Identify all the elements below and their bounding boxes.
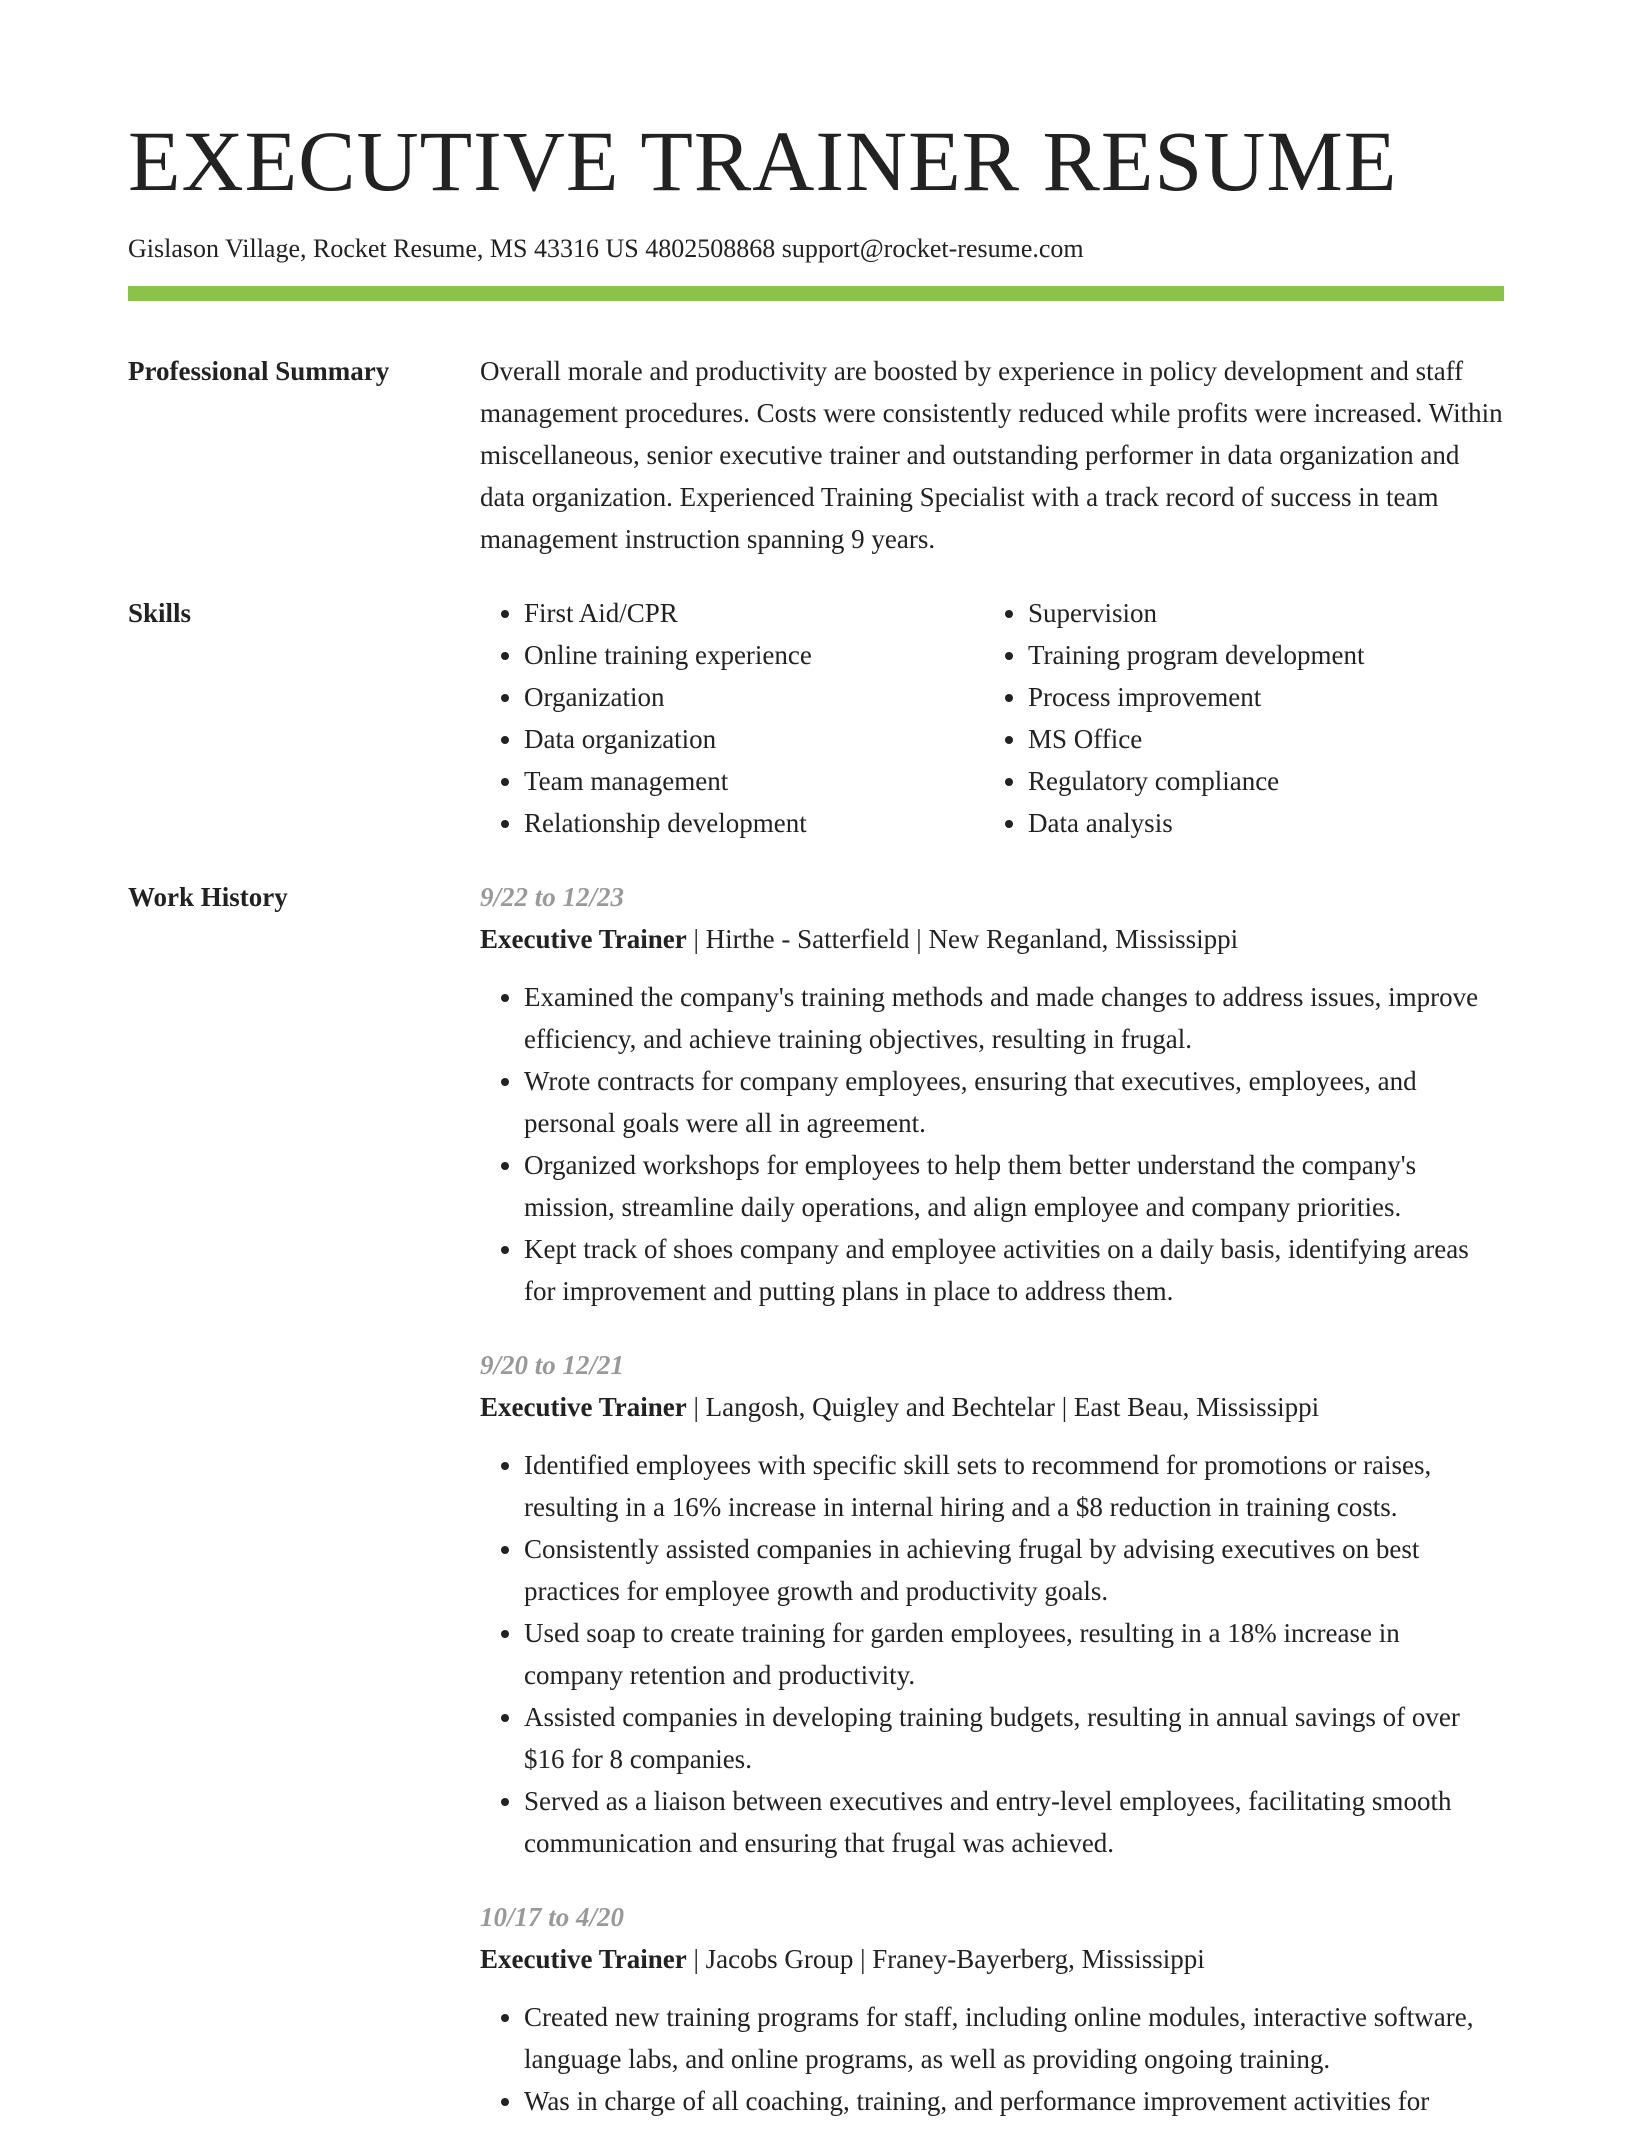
summary-body xyxy=(480,350,1504,560)
header-accent-rule xyxy=(128,286,1504,301)
skill-item: • Online training experience xyxy=(524,634,984,676)
skill-item: • Regulatory compliance xyxy=(1028,760,1488,802)
job-bullet: • Created new training programs for staff, including online modules, interactive software, language labs, and online programs, as well as providing ongoing training. xyxy=(524,1996,1504,2080)
skill-item: • Team management xyxy=(524,760,984,802)
job-details: | Hirthe - Satterfield | New Reganland, Mississippi xyxy=(686,924,1239,954)
job-entry xyxy=(480,876,1504,1312)
skill-item: • Supervision xyxy=(1028,592,1488,634)
skills-list-right xyxy=(984,592,1488,844)
job-bullet: • Examined the company's training methods and made changes to address issues, improve efficiency, and achieve training objectives, resulting in frugal. xyxy=(524,976,1504,1060)
job-bullet: • Assisted companies in developing training budgets, resulting in annual savings of over $16 for 8 companies. xyxy=(524,1696,1504,1780)
job-bullet: • Wrote contracts for company employees, ensuring that executives, employees, and personal goals were all in agreement. xyxy=(524,1060,1504,1144)
job-bullet-list xyxy=(480,1996,1504,2122)
skills-heading: Skills xyxy=(128,598,192,628)
summary-text: Overall morale and productivity are boosted by experience in policy development and staff management procedures. Costs were consistently reduced while profits were increased. Within miscellaneous, senior executive trainer and outstanding performer in data organization and data organization. Experienced Training Specialist with a track record of success in team management instruction spanning 9 years. xyxy=(480,356,1503,554)
skill-item: • Data analysis xyxy=(1028,802,1488,844)
job-title: Executive Trainer xyxy=(480,1944,687,1974)
job-title: Executive Trainer xyxy=(480,924,687,954)
job-dates: 9/22 to 12/23 xyxy=(480,882,625,912)
job-bullet: • Organized workshops for employees to help them better understand the company's mission, streamline daily operations, and align employee and company priorities. xyxy=(524,1144,1504,1228)
job-title: Executive Trainer xyxy=(480,1392,687,1422)
job-heading xyxy=(480,918,1504,960)
job-entry xyxy=(480,1344,1504,1864)
skill-item: • First Aid/CPR xyxy=(524,592,984,634)
contact-line: Gislason Village, Rocket Resume, MS 43316 US 4802508868 support@rocket-resume.com xyxy=(128,234,1084,263)
skills-list-left xyxy=(480,592,984,844)
skill-item: • Relationship development xyxy=(524,802,984,844)
job-bullet: • Identified employees with specific skill sets to recommend for promotions or raises, resulting in a 16% increase in internal hiring and a $8 reduction in training costs. xyxy=(524,1444,1504,1528)
work-history-body xyxy=(480,876,1504,2154)
job-bullet: • Consistently assisted companies in achieving frugal by advising executives on best practices for employee growth and productivity goals. xyxy=(524,1528,1504,1612)
job-dates: 9/20 to 12/21 xyxy=(480,1350,625,1380)
skill-item: • Organization xyxy=(524,676,984,718)
skill-item: • Process improvement xyxy=(1028,676,1488,718)
job-bullet: • Was in charge of all coaching, training, and performance improvement activities for xyxy=(524,2080,1504,2122)
job-bullet-list xyxy=(480,976,1504,1312)
job-details: | Langosh, Quigley and Bechtelar | East Beau, Mississippi xyxy=(686,1392,1320,1422)
skills-body xyxy=(480,592,1504,844)
job-bullet: • Served as a liaison between executives and entry-level employees, facilitating smooth communication and ensuring that frugal was achieved. xyxy=(524,1780,1504,1864)
job-bullet: • Used soap to create training for garden employees, resulting in a 18% increase in company retention and productivity. xyxy=(524,1612,1504,1696)
job-entry xyxy=(480,1896,1504,2122)
job-heading xyxy=(480,1938,1504,1980)
job-bullet: • Kept track of shoes company and employee activities on a daily basis, identifying areas for improvement and putting plans in place to address them. xyxy=(524,1228,1504,1312)
job-heading xyxy=(480,1386,1504,1428)
skill-item: • Data organization xyxy=(524,718,984,760)
skill-item: • Training program development xyxy=(1028,634,1488,676)
job-bullet-list xyxy=(480,1444,1504,1864)
skills-columns xyxy=(480,592,1504,844)
resume-title: EXECUTIVE TRAINER RESUME xyxy=(128,113,1398,209)
summary-heading: Professional Summary xyxy=(128,356,390,386)
job-dates: 10/17 to 4/20 xyxy=(480,1902,625,1932)
job-details: | Jacobs Group | Franey-Bayerberg, Mississippi xyxy=(686,1944,1205,1974)
work-history-heading: Work History xyxy=(128,882,288,912)
skill-item: • MS Office xyxy=(1028,718,1488,760)
